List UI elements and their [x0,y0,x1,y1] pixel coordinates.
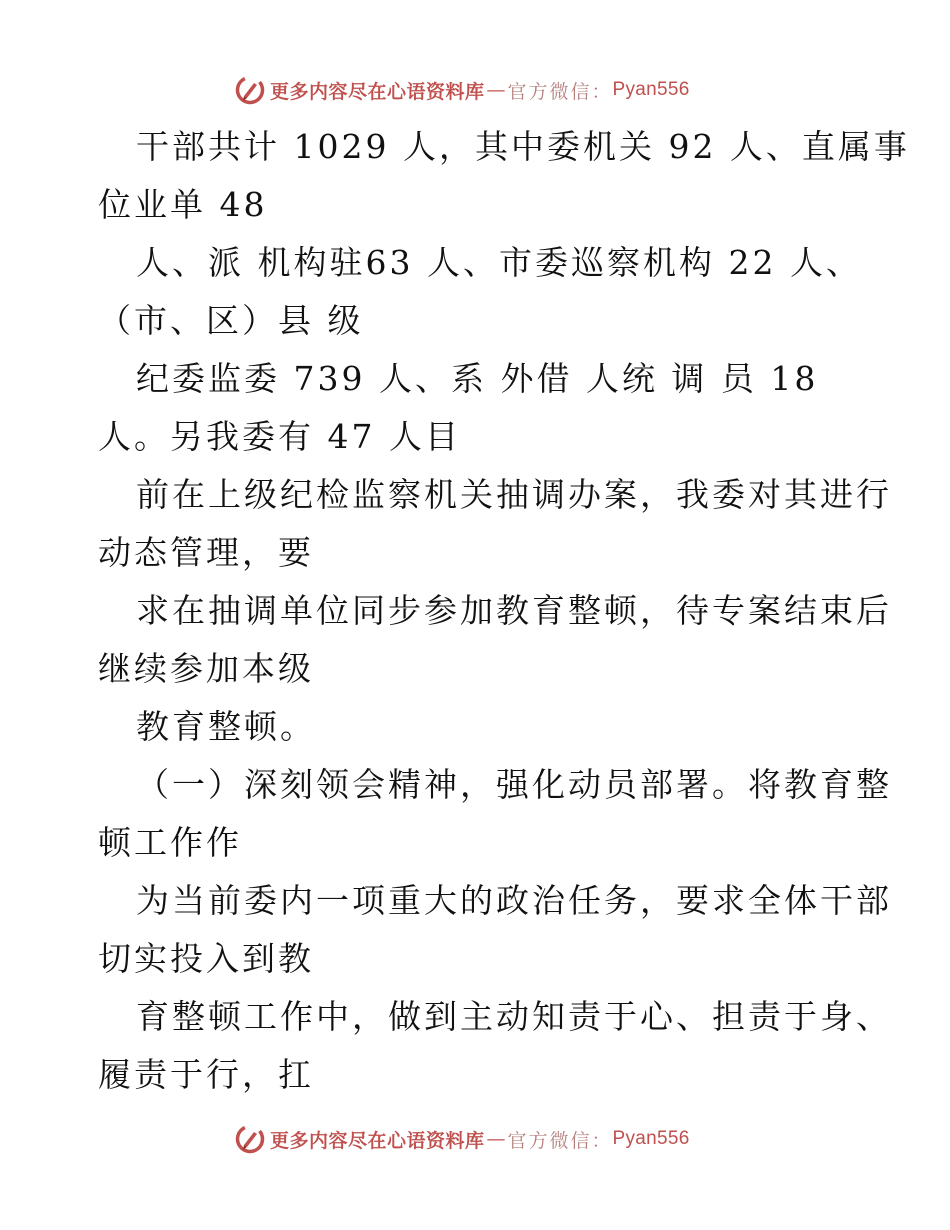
footer-separator: — [486,1128,506,1150]
header-separator: — [486,79,506,101]
body-line: 动态管理，要 [98,533,314,572]
header-banner [234,73,714,107]
body-line: 位业单 48 [98,185,268,224]
header-contact-id: Pyan556 [612,79,690,100]
body-line: 教育整顿。 [136,707,316,746]
body-line: （一）深刻领会精神，强化动员部署。将教育整 [136,765,892,804]
body-line: 切实投入到教 [98,939,314,978]
header-contact-label: 官方微信： [507,80,613,103]
body-line: 顿工作作 [98,823,242,862]
footer-contact-id: Pyan556 [612,1128,690,1149]
body-line: 纪委监委 739 人、系 外借 人统 调 员 18 [136,359,819,398]
body-line: 继续参加本级 [98,649,314,688]
body-line: 履责于行，扛 [98,1055,314,1094]
brush-circle-logo-icon [234,1123,266,1155]
footer-title: 更多内容尽在心语资料库 [270,1129,485,1152]
header-title: 更多内容尽在心语资料库 [270,80,485,103]
footer-contact-label: 官方微信： [507,1129,613,1152]
body-line: 干部共计 1029 人，其中委机关 92 人、直属事 [136,127,910,166]
body-line: 人、派 机构驻63 人、市委巡察机构 22 人、 [136,243,862,282]
body-line: 人。另我委有 47 人目 [98,417,461,456]
body-line: （市、区）县 级 [98,301,364,340]
body-line: 育整顿工作中，做到主动知责于心、担责于身、 [136,997,892,1036]
brush-circle-logo-icon [234,74,266,106]
body-line: 求在抽调单位同步参加教育整顿，待专案结束后 [136,591,892,630]
body-line: 前在上级纪检监察机关抽调办案，我委对其进行 [136,475,892,514]
footer-banner [234,1122,714,1156]
body-line: 为当前委内一项重大的政治任务，要求全体干部 [136,881,892,920]
